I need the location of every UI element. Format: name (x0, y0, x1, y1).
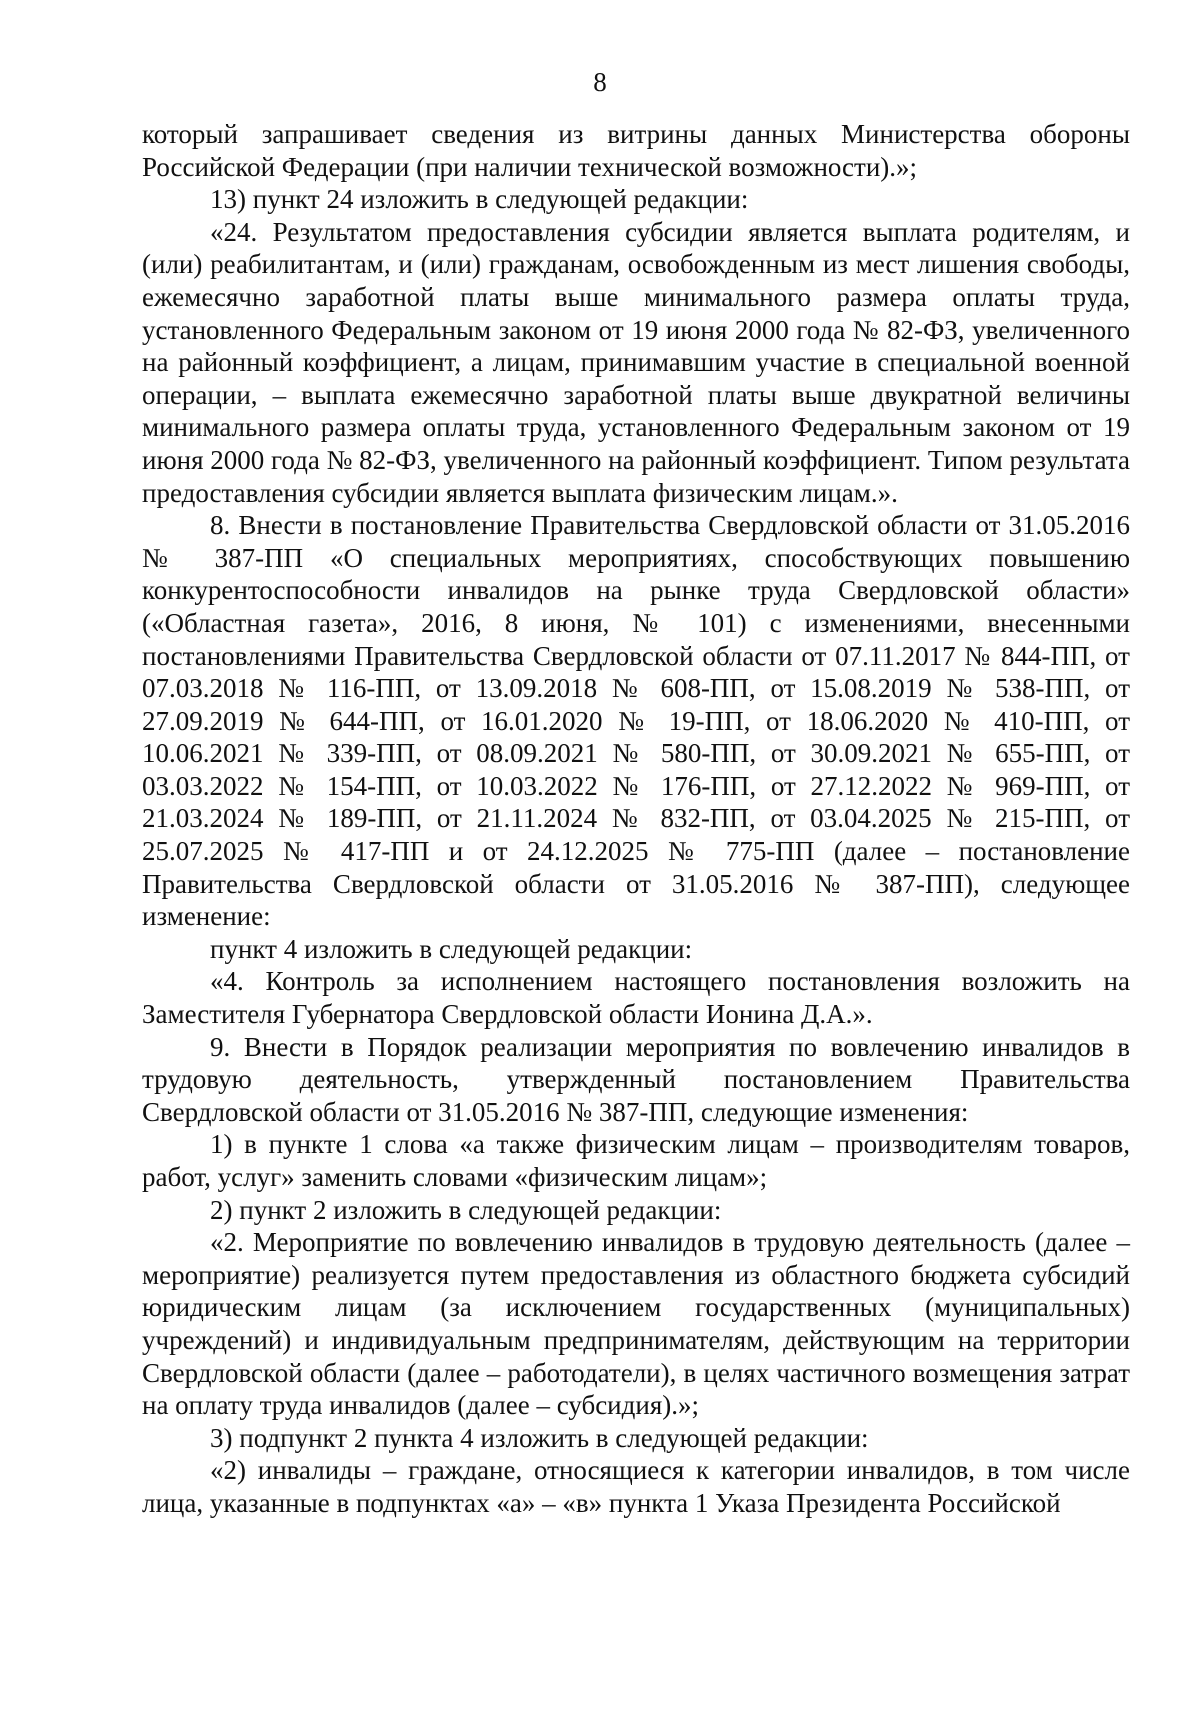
paragraph: 8. Внести в постановление Правительства Свердловской области от 31.05.2016 № 387-ПП «О специальных мероприятиях, способствующих повышению конкурентоспособности инвалидов на рынке труда Свердловской области» («Областная газета», 2016, 8 июня, № 101) с изменениями, внесенными постановлениями Правительства Свердловской области от 07.11.2017 № 844-ПП, от 07.03.2018 № 116-ПП, от 13.09.2018 № 608-ПП, от 15.08.2019 № 538-ПП, от 27.09.2019 № 644-ПП, от 16.01.2020 № 19-ПП, от 18.06.2020 № 410-ПП, от 10.06.2021 № 339-ПП, от 08.09.2021 № 580-ПП, от 30.09.2021 № 655-ПП, от 03.03.2022 № 154-ПП, от 10.03.2022 № 176-ПП, от 27.12.2022 № 969-ПП, от 21.03.2024 № 189-ПП, от 21.11.2024 № 832-ПП, от 03.04.2025 № 215-ПП, от 25.07.2025 № 417-ПП и от 24.12.2025 № 775-ПП (далее – постановление Правительства Свердловской области от 31.05.2016 № 387-ПП), следующее изменение: (142, 510, 1130, 932)
paragraph: «2. Мероприятие по вовлечению инвалидов в трудовую деятельность (далее – мероприятие) реализуется путем предоставления из областного бюджета субсидий юридическим лицам (за исключением государственных (муниципальных) учреждений) и индивидуальным предпринимателям, действующим на территории Свердловской области (далее – работодатели), в целях частичного возмещения затрат на оплату труда инвалидов (далее – субсидия).»; (142, 1227, 1130, 1421)
paragraph: 3) подпункт 2 пункта 4 изложить в следующей редакции: (210, 1422, 869, 1453)
paragraph: «24. Результатом предоставления субсидии является выплата родителям, и (или) реабилитантам, и (или) гражданам, освобожденным из мест лишения свободы, ежемесячно заработной платы выше минимального размера оплаты труда, установленного Федеральным законом от 19 июня 2000 года № 82-ФЗ, увеличенного на районный коэффициент, а лицам, принимавшим участие в специальной военной операции, – выплата ежемесячно заработной платы выше двукратной величины минимального размера оплаты труда, установленного Федеральным законом от 19 июня 2000 года № 82-ФЗ, увеличенного на районный коэффициент. Типом результата предоставления субсидии является выплата физическим лицам.». (142, 216, 1130, 508)
document-body (142, 118, 1130, 1520)
paragraph: 13) пункт 24 изложить в следующей редакции: (210, 184, 749, 215)
paragraph: 9. Внести в Порядок реализации мероприятия по вовлечению инвалидов в трудовую деятельность, утвержденный постановлением Правительства Свердловской области от 31.05.2016 № 387-ПП, следующие изменения: (142, 1031, 1130, 1127)
paragraph: «2) инвалиды – граждане, относящиеся к категории инвалидов, в том числе лица, указанные в подпунктах «а» – «в» пункта 1 Указа Президента Российской (142, 1455, 1130, 1518)
paragraph: 2) пункт 2 изложить в следующей редакции: (210, 1194, 722, 1225)
page-number: 8 (593, 67, 607, 97)
paragraph: пункт 4 изложить в следующей редакции: (210, 933, 693, 964)
paragraph: «4. Контроль за исполнением настоящего постановления возложить на Заместителя Губернатора Свердловской области Ионина Д.А.». (142, 966, 1130, 1030)
paragraph: который запрашивает сведения из витрины данных Министерства обороны Российской Федерации (при наличии технической возможности).»; (142, 119, 1130, 182)
paragraph: 1) в пункте 1 слова «а также физическим лицам – производителям товаров, работ, услуг» заменить словами «физическим лицам»; (142, 1129, 1130, 1192)
